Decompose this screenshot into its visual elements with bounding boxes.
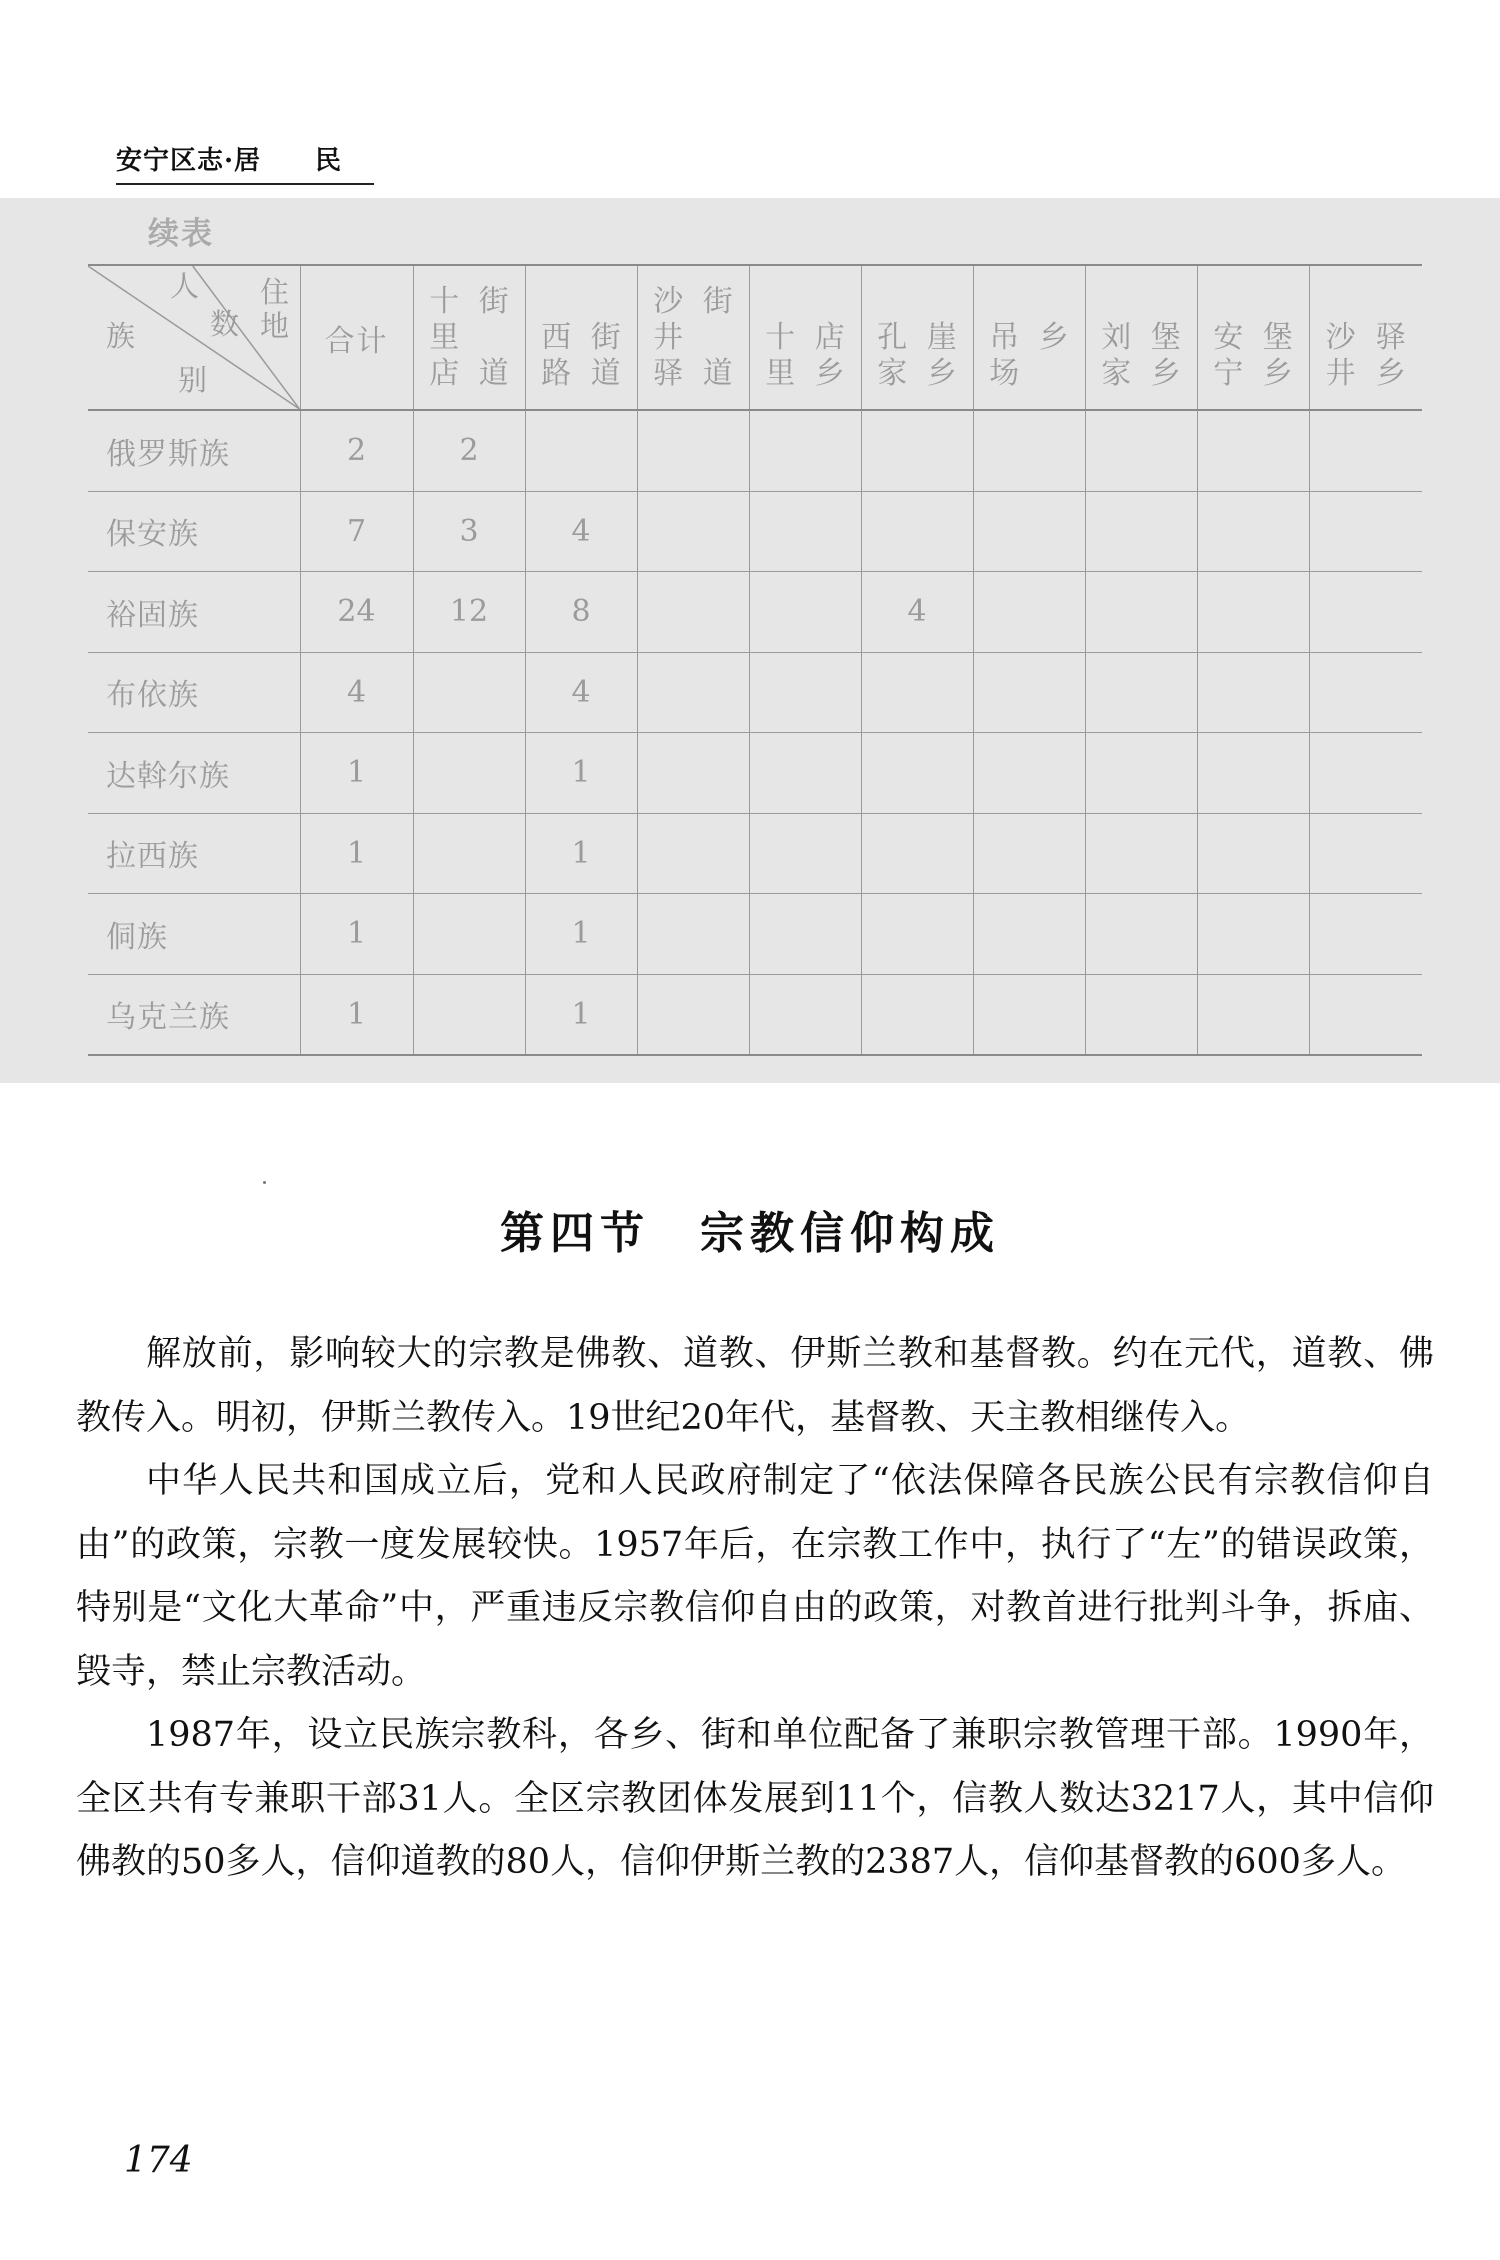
- count-cell: [1309, 974, 1422, 1055]
- body-text: [76, 1323, 1434, 1895]
- count-cell: 1: [525, 894, 637, 975]
- count-cell: [973, 813, 1085, 894]
- count-cell: [1197, 733, 1309, 814]
- count-cell: 8: [525, 572, 637, 653]
- count-cell: [861, 813, 973, 894]
- count-cell: [637, 813, 749, 894]
- count-cell: [749, 652, 861, 733]
- count-cell: [749, 813, 861, 894]
- count-cell: [637, 572, 749, 653]
- count-cell: [637, 491, 749, 572]
- count-cell: [1197, 894, 1309, 975]
- count-cell: [1197, 572, 1309, 653]
- total-cell: 1: [300, 813, 413, 894]
- ethnicity-cell: 拉西族: [88, 813, 300, 894]
- count-cell: [1309, 894, 1422, 975]
- count-cell: 4: [525, 491, 637, 572]
- count-cell: [1309, 733, 1422, 814]
- header-district: 沙 街 井 驿 道: [637, 265, 749, 410]
- corner-label: 住: [260, 275, 290, 309]
- count-cell: [973, 974, 1085, 1055]
- count-cell: [973, 491, 1085, 572]
- count-cell: [1085, 894, 1197, 975]
- count-cell: [861, 894, 973, 975]
- ethnicity-cell: 乌克兰族: [88, 974, 300, 1055]
- count-cell: [1309, 572, 1422, 653]
- page-number: 174: [124, 2140, 193, 2181]
- count-cell: [749, 410, 861, 491]
- table-row: [88, 652, 1422, 733]
- table-row: [88, 733, 1422, 814]
- ethnicity-cell: 保安族: [88, 491, 300, 572]
- count-cell: [413, 652, 525, 733]
- paragraph: 1987年，设立民族宗教科，各乡、街和单位配备了兼职宗教管理干部。1990年，全区共有专兼职干部31人。全区宗教团体发展到11个，信教人数达3217人，其中信仰佛教的50多人，信仰道教的80人，信仰伊斯兰教的2387人，信仰基督教的600多人。: [76, 1715, 1434, 1882]
- count-cell: [413, 813, 525, 894]
- total-cell: 7: [300, 491, 413, 572]
- total-cell: 1: [300, 974, 413, 1055]
- count-cell: [637, 410, 749, 491]
- count-cell: [973, 410, 1085, 491]
- count-cell: [1085, 652, 1197, 733]
- table-row: [88, 894, 1422, 975]
- count-cell: 4: [861, 572, 973, 653]
- count-cell: [525, 410, 637, 491]
- count-cell: [973, 894, 1085, 975]
- count-cell: [749, 491, 861, 572]
- header-district: 安 堡 宁 乡: [1197, 265, 1309, 410]
- count-cell: [1085, 572, 1197, 653]
- corner-label: 人: [170, 269, 200, 303]
- count-cell: [1309, 813, 1422, 894]
- total-cell: 4: [300, 652, 413, 733]
- total-cell: 2: [300, 410, 413, 491]
- count-cell: [1197, 813, 1309, 894]
- ethnicity-cell: 俄罗斯族: [88, 410, 300, 491]
- header-district: 十 街 里 店 道: [413, 265, 525, 410]
- count-cell: [749, 572, 861, 653]
- count-cell: [973, 733, 1085, 814]
- count-cell: [413, 974, 525, 1055]
- print-speck: [263, 1181, 266, 1184]
- count-cell: [1309, 410, 1422, 491]
- count-cell: 12: [413, 572, 525, 653]
- corner-label: 地: [260, 309, 290, 343]
- count-cell: 1: [525, 733, 637, 814]
- count-cell: 1: [525, 813, 637, 894]
- ethnicity-cell: 达斡尔族: [88, 733, 300, 814]
- count-cell: [1085, 974, 1197, 1055]
- ethnicity-cell: 侗族: [88, 894, 300, 975]
- count-cell: 3: [413, 491, 525, 572]
- count-cell: [1197, 410, 1309, 491]
- population-table: [88, 264, 1422, 1056]
- header-total: 合计: [300, 265, 413, 410]
- total-cell: 1: [300, 733, 413, 814]
- count-cell: [861, 733, 973, 814]
- count-cell: [1085, 813, 1197, 894]
- section-title: 第四节 宗教信仰构成: [500, 1208, 1000, 1259]
- count-cell: [1085, 491, 1197, 572]
- count-cell: [637, 733, 749, 814]
- total-cell: 1: [300, 894, 413, 975]
- count-cell: [861, 974, 973, 1055]
- continuation-label: 续表: [148, 216, 214, 252]
- table-row: [88, 410, 1422, 491]
- count-cell: [749, 894, 861, 975]
- paragraph: 解放前，影响较大的宗教是佛教、道教、伊斯兰教和基督教。约在元代，道教、佛教传入。明初，伊斯兰教传入。19世纪20年代，基督教、天主教相继传入。: [76, 1334, 1434, 1438]
- count-cell: [973, 572, 1085, 653]
- header-district: 刘 堡 家 乡: [1085, 265, 1197, 410]
- table-row: [88, 813, 1422, 894]
- count-cell: [1309, 652, 1422, 733]
- count-cell: [861, 652, 973, 733]
- count-cell: [1085, 410, 1197, 491]
- count-cell: 2: [413, 410, 525, 491]
- header-corner-cell: [88, 265, 300, 410]
- count-cell: [861, 410, 973, 491]
- count-cell: [1197, 652, 1309, 733]
- corner-label: 族: [106, 319, 136, 353]
- paragraph: 中华人民共和国成立后，党和人民政府制定了“依法保障各民族公民有宗教信仰自由”的政策，宗教一度发展较快。1957年后，在宗教工作中，执行了“左”的错误政策，特别是“文化大革命”中，严重违反宗教信仰自由的政策，对教首进行批判斗争，拆庙、毁寺，禁止宗教活动。: [76, 1461, 1434, 1692]
- header-district: 孔 崖 家 乡: [861, 265, 973, 410]
- header-district: 十 店 里 乡: [749, 265, 861, 410]
- table-row: [88, 491, 1422, 572]
- count-cell: [1309, 491, 1422, 572]
- table-row: [88, 572, 1422, 653]
- header-district: 吊 乡 场: [973, 265, 1085, 410]
- count-cell: [637, 652, 749, 733]
- header-district: 西 街 路 道: [525, 265, 637, 410]
- ethnicity-cell: 裕固族: [88, 572, 300, 653]
- corner-label: 数: [210, 307, 240, 341]
- table-header-row: [88, 265, 1422, 410]
- count-cell: [637, 894, 749, 975]
- count-cell: [749, 733, 861, 814]
- count-cell: [1197, 491, 1309, 572]
- table-row: [88, 974, 1422, 1055]
- count-cell: [413, 894, 525, 975]
- count-cell: [1085, 733, 1197, 814]
- count-cell: [1197, 974, 1309, 1055]
- count-cell: [973, 652, 1085, 733]
- count-cell: [861, 491, 973, 572]
- total-cell: 24: [300, 572, 413, 653]
- running-head: 安宁区志·居 民: [116, 140, 374, 185]
- count-cell: [749, 974, 861, 1055]
- count-cell: [637, 974, 749, 1055]
- corner-label: 别: [178, 363, 208, 397]
- count-cell: [413, 733, 525, 814]
- count-cell: 4: [525, 652, 637, 733]
- header-district: 沙 驿 井 乡: [1309, 265, 1422, 410]
- count-cell: 1: [525, 974, 637, 1055]
- ethnicity-cell: 布依族: [88, 652, 300, 733]
